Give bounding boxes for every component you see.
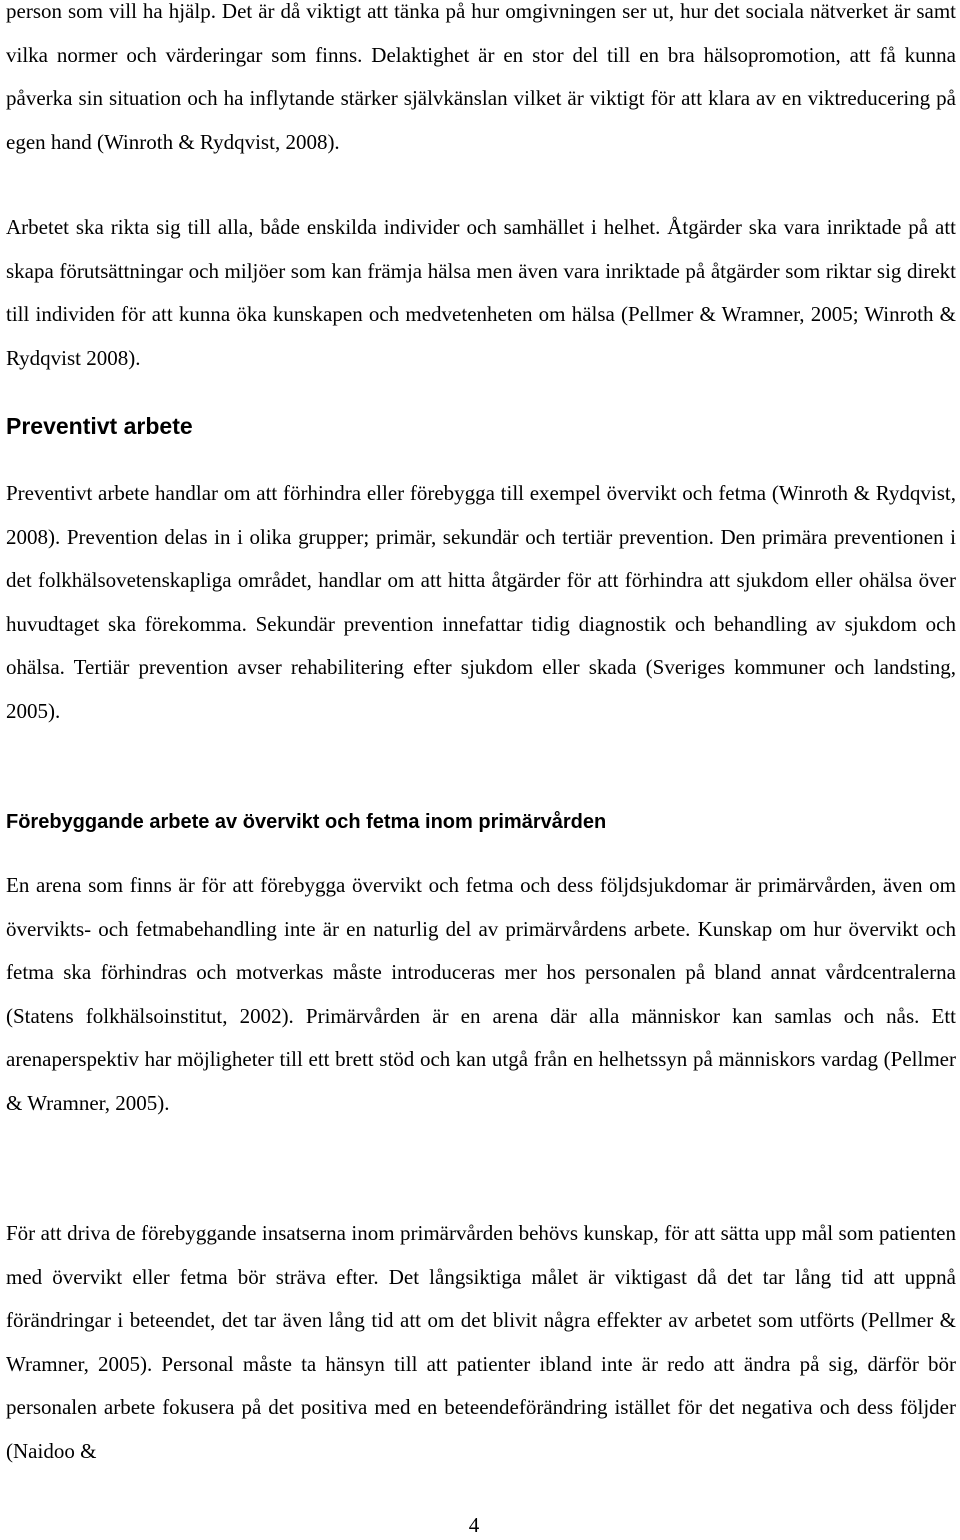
heading-preventive-work: Preventivt arbete (6, 413, 193, 439)
document-page (6, 0, 956, 1537)
page-number: 4 (468, 1513, 480, 1537)
paragraph-prevention-types: Preventivt arbete handlar om att förhindra eller förebygga till exempel övervikt och fetma (Winroth & Rydqvist, 2008). Prevention delas in i olika grupper; primär, sekundär och tertiär prevention. Den primära preventionen i det folkhälsovetenskapliga området, handlar om att hitta åtgärder för att förhindra att sjukdom eller ohälsa över huvudtaget ska förekomma. Sekundär prevention innefattar tidig diagnostik och behandling av sjukdom och ohälsa. Tertiär prevention avser rehabilitering efter sjukdom eller skada (Sveriges kommuner och landsting, 2005). (6, 481, 956, 723)
paragraph-primary-care-goals: För att driva de förebyggande insatserna inom primärvården behövs kunskap, för att sätta upp mål som patienten med övervikt eller fetma bör sträva efter. Det långsiktiga målet är viktigast då det tar lång tid att uppnå förändringar i beteendet, det tar även lång tid att om det blivit några effekter av arbetet som utförts (Pellmer & Wramner, 2005). Personal måste ta hänsyn till att patienter ibland inte är redo att ändra på sig, därför bör personalen arbete fokusera på det positiva med en beteendeförändring istället för det negativa och dess följder (Naidoo & (6, 1221, 956, 1463)
paragraph-primary-care-arena: En arena som finns är för att förebygga övervikt och fetma och dess följdsjukdomar är primärvården, även om övervikts- och fetmabehandling inte är en naturlig del av primärvårdens arbete. Kunskap om hur övervikt och fetma ska förhindras och motverkas måste introduceras mer hos personalen på bland annat vårdcentralerna (Statens folkhälsoinstitut, 2002). Primärvården är en arena där alla människor kan samlas och nås. Ett arenaperspektiv har möjligheter till ett brett stöd och kan utgå från en helhetssyn på människors vardag (Pellmer & Wramner, 2005). (6, 873, 956, 1115)
paragraph-target-groups: Arbetet ska rikta sig till alla, både enskilda individer och samhället i helhet. Åtgärder ska vara inriktade på att skapa förutsättningar och miljöer som kan främja hälsa men även vara inriktade på åtgärder som riktar sig direkt till individen för att kunna öka kunskapen och medvetenheten om hälsa (Pellmer & Wramner, 2005; Winroth & Rydqvist 2008). (6, 215, 956, 370)
heading-primary-care-prevention: Förebyggande arbete av övervikt och fetma inom primärvården (6, 811, 607, 833)
paragraph-health-promotion: person som vill ha hjälp. Det är då viktigt att tänka på hur omgivningen ser ut, hur det sociala nätverket är samt vilka normer och värderingar som finns. Delaktighet är en stor del till en bra hälsopromotion, att få kunna påverka sin situation och ha inflytande stärker självkänslan vilket är viktigt för att klara av en viktreducering på egen hand (Winroth & Rydqvist, 2008). (6, 0, 956, 154)
